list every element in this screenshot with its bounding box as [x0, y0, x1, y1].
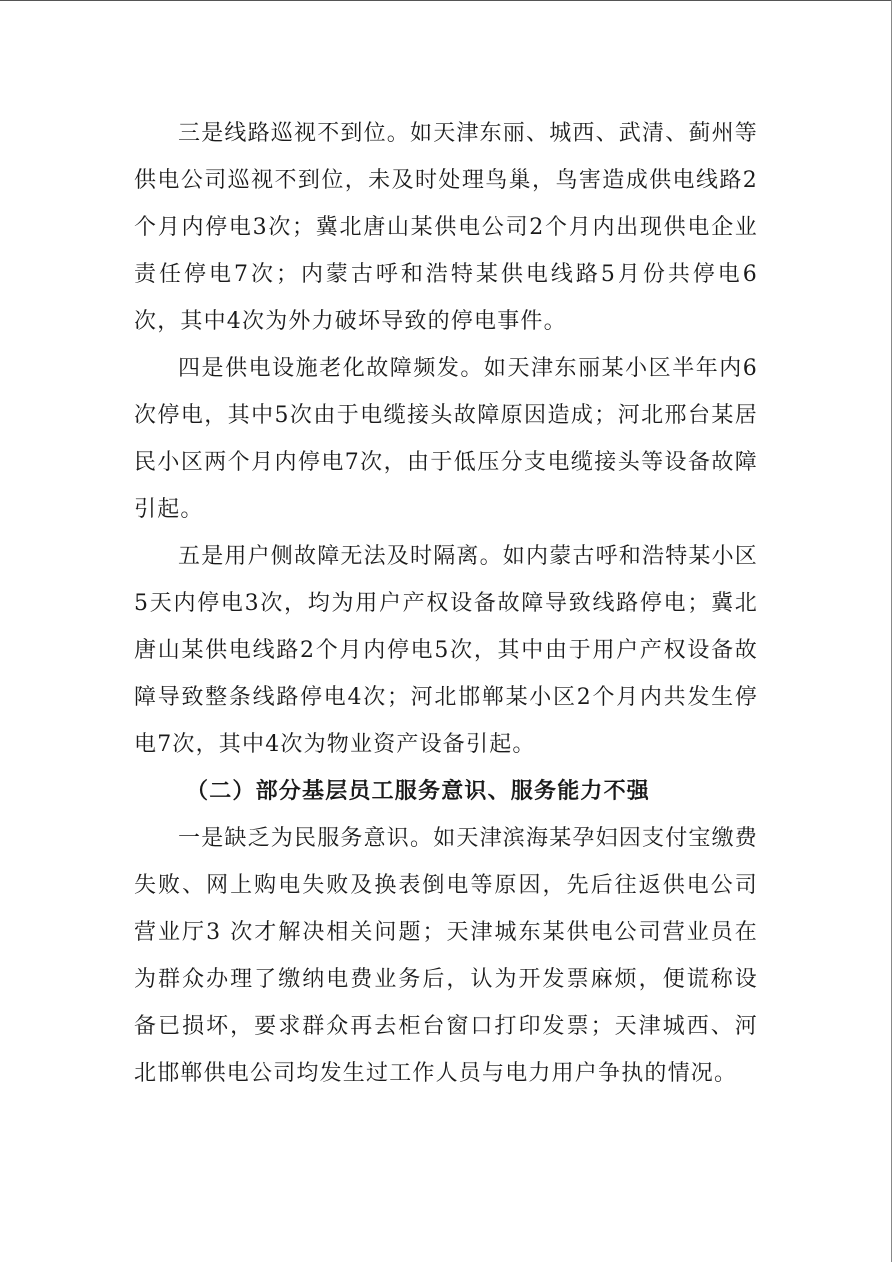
paragraph-user-side-faults: 五是用户侧故障无法及时隔离。如内蒙古呼和浩特某小区5天内停电3次，均为用户产权设备故障导致线路停电；冀北唐山某供电线路2个月内停电5次，其中由于用户产权设备故障导致整条线路停电4次；河北邯郸某小区2个月内共发生停电7次，其中4次为物业资产设备引起。	[134, 544, 759, 757]
page-border-top	[0, 0, 892, 1]
paragraph-service-awareness: 一是缺乏为民服务意识。如天津滨海某孕妇因支付宝缴费失败、网上购电失败及换表倒电等原因，先后往返供电公司营业厅3 次才解决相关问题；天津城东某供电公司营业员在为群众办理了缴纳电费业务后，认为开发票麻烦，便谎称设备已损坏，要求群众再去柜台窗口打印发票；天津城西、河北邯郸供电公司均发生过工作人员与电力用户争执的情况。	[134, 826, 759, 1086]
document-body	[134, 110, 758, 1097]
section-heading: （二）部分基层员工服务意识、服务能力不强	[186, 778, 651, 804]
paragraph-aging-facilities: 四是供电设施老化故障频发。如天津东丽某小区半年内6次停电，其中5次由于电缆接头故障原因造成；河北邢台某居民小区两个月内停电7次，由于低压分支电缆接头等设备故障引起。	[134, 356, 758, 522]
paragraph-line-patrol: 三是线路巡视不到位。如天津东丽、城西、武清、蓟州等供电公司巡视不到位，未及时处理鸟巢，鸟害造成供电线路2个月内停电3次；冀北唐山某供电公司2个月内出现供电企业责任停电7次；内蒙古呼和浩特某供电线路5月份共停电6次，其中4次为外力破坏导致的停电事件。	[134, 121, 759, 334]
